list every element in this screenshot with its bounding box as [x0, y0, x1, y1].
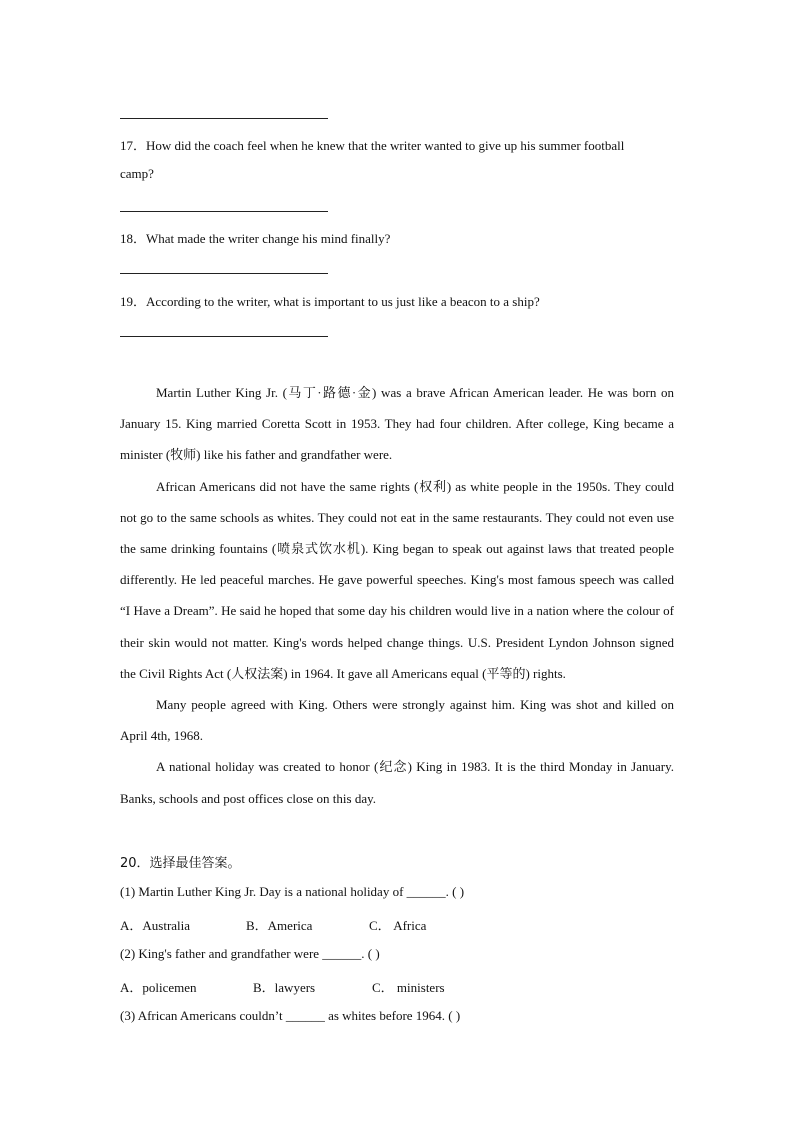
question-text: According to the writer, what is important to us just like a beacon to a ship? — [146, 294, 540, 309]
question-text: What made the writer change his mind finally? — [146, 231, 391, 246]
question-number: 19． — [120, 294, 147, 309]
question-19 — [120, 291, 540, 310]
option-c: C． Africa — [369, 918, 427, 933]
option-b: B．America — [246, 918, 313, 933]
question-number: 17． — [120, 138, 147, 153]
option-b: B．lawyers — [253, 980, 316, 995]
option-a: A．Australia — [120, 918, 191, 933]
option-c: C． ministers — [372, 980, 445, 995]
question-text: How did the coach feel when he knew that the writer wanted to give up his summer football — [146, 138, 625, 153]
answer-line-18 — [120, 273, 328, 274]
passage-paragraph: African Americans did not have the same rights (权利) as white people in the 1950s. They could not go to the same schools as whites. They could not eat in the same restaurants. They could not even use the same drinking fountains (喷泉式饮水机). King began to speak out against laws that treated people differently. He led peaceful marches. He gave powerful speeches. King's most famous speech was called “I Have a Dream”. He said he hoped that some day his children would live in a nation where the colour of their skin would not matter. King's words helped change things. U.S. President Lyndon Johnson signed the Civil Rights Act (人权法案) in 1964. It gave all Americans equal (平等的) rights. — [120, 478, 674, 681]
question-18 — [120, 228, 390, 247]
reading-passage — [120, 377, 674, 814]
answer-line-16 — [120, 118, 328, 119]
question-number: 18． — [120, 231, 147, 246]
answer-line-19 — [120, 336, 328, 337]
question-20-heading: 20．选择最佳答案。 — [120, 856, 241, 871]
question-20-3-stem: (3) African Americans couldn’t ______ as whites before 1964. ( ) — [120, 1008, 461, 1023]
question-20-1-stem: (1) Martin Luther King Jr. Day is a national holiday of ______. ( ) — [120, 884, 465, 899]
question-20-2-stem: (2) King's father and grandfather were ______. ( ) — [120, 946, 380, 961]
question-17 — [120, 135, 624, 154]
passage-paragraph: Martin Luther King Jr. (马丁·路德·金) was a brave African American leader. He was born on January 15. King married Coretta Scott in 1953. They had four children. After college, King became a minister (牧师) like his father and grandfather were. — [120, 385, 674, 463]
passage-paragraph: Many people agreed with King. Others were strongly against him. King was shot and killed on April 4th, 1968. — [120, 697, 674, 744]
question-17-continued: camp? — [120, 166, 154, 181]
answer-line-17 — [120, 211, 328, 212]
passage-paragraph: A national holiday was created to honor (纪念) King in 1983. It is the third Monday in January. Banks, schools and post offices close on this day. — [120, 759, 674, 806]
option-a: A．policemen — [120, 980, 197, 995]
